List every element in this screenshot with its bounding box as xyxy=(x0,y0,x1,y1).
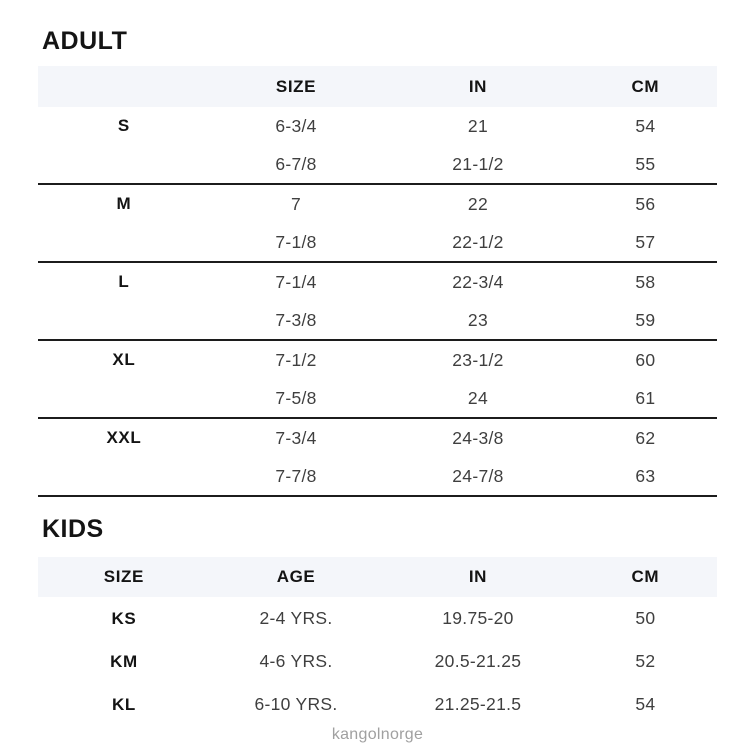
kids-header-row xyxy=(38,557,717,597)
table-row xyxy=(38,640,717,683)
adult-header-size: SIZE xyxy=(275,76,317,96)
age-cell: 6-10 YRS. xyxy=(254,694,338,714)
cm-cell: 61 xyxy=(574,379,717,418)
size-label-cell xyxy=(38,145,210,184)
in-cell: 21.25-21.5 xyxy=(434,694,522,714)
cm-cell: 57 xyxy=(574,223,717,262)
adult-size-table xyxy=(38,66,717,497)
size-label-cell xyxy=(38,223,210,262)
table-row xyxy=(38,597,717,640)
size-label-cell: KM xyxy=(110,651,138,671)
cm-cell: 63 xyxy=(574,457,717,496)
size-label-cell: M xyxy=(116,194,132,213)
table-row xyxy=(38,301,717,340)
size-label-cell xyxy=(38,379,210,418)
in-cell: 24-7/8 xyxy=(382,457,573,496)
kids-section-title: KIDS xyxy=(42,515,104,543)
in-cell: 19.75-20 xyxy=(442,608,514,628)
size-cell: 7-1/4 xyxy=(275,271,317,292)
cm-cell: 54 xyxy=(635,115,656,136)
size-label-cell: KL xyxy=(111,694,136,714)
size-label-cell: XL xyxy=(112,350,136,369)
size-cell: 7-5/8 xyxy=(210,379,382,418)
size-cell: 6-7/8 xyxy=(210,145,382,184)
age-cell: 2-4 YRS. xyxy=(259,608,333,628)
age-cell: 4-6 YRS. xyxy=(259,651,333,671)
size-cell: 7-1/2 xyxy=(275,349,317,370)
size-label-cell: XXL xyxy=(106,428,142,447)
size-cell: 7-3/4 xyxy=(275,427,317,448)
cm-cell: 59 xyxy=(574,301,717,340)
kids-header-size: SIZE xyxy=(103,567,144,586)
in-cell: 22-1/2 xyxy=(382,223,573,262)
cm-cell: 56 xyxy=(635,193,656,214)
adult-header-in: IN xyxy=(468,76,488,96)
table-row xyxy=(38,262,717,301)
size-cell: 7-3/8 xyxy=(210,301,382,340)
in-cell: 21 xyxy=(467,115,488,136)
in-cell: 22 xyxy=(467,193,488,214)
table-row xyxy=(38,145,717,184)
in-cell: 24-3/8 xyxy=(452,427,504,448)
brand-wordmark: kangolnorge xyxy=(331,726,424,743)
size-label-cell: L xyxy=(118,272,130,291)
in-cell: 23 xyxy=(382,301,573,340)
kids-section xyxy=(38,516,717,726)
table-row xyxy=(38,418,717,457)
kids-header-age: AGE xyxy=(276,567,316,586)
table-row xyxy=(38,184,717,223)
cm-cell: 50 xyxy=(635,608,656,628)
cm-cell: 58 xyxy=(635,271,656,292)
size-label-cell: KS xyxy=(111,608,137,628)
kids-header-in: IN xyxy=(468,567,488,586)
size-cell: 7-7/8 xyxy=(210,457,382,496)
cm-cell: 62 xyxy=(635,427,656,448)
cm-cell: 55 xyxy=(574,145,717,184)
cm-cell: 60 xyxy=(635,349,656,370)
in-cell: 20.5-21.25 xyxy=(434,651,522,671)
table-row xyxy=(38,683,717,726)
in-cell: 24 xyxy=(382,379,573,418)
size-label-cell: S xyxy=(117,116,130,135)
table-row xyxy=(38,340,717,379)
cm-cell: 54 xyxy=(635,694,656,714)
size-label-cell xyxy=(38,301,210,340)
size-cell: 7-1/8 xyxy=(210,223,382,262)
adult-section xyxy=(38,28,717,497)
in-cell: 21-1/2 xyxy=(382,145,573,184)
adult-section-title: ADULT xyxy=(42,27,128,55)
kids-size-table xyxy=(38,557,717,726)
table-row xyxy=(38,379,717,418)
table-row xyxy=(38,223,717,262)
adult-header-cm: CM xyxy=(631,76,660,96)
table-row xyxy=(38,457,717,496)
size-cell: 7 xyxy=(290,193,302,214)
adult-header-empty xyxy=(38,66,210,107)
cm-cell: 52 xyxy=(635,651,656,671)
in-cell: 22-3/4 xyxy=(452,271,504,292)
size-label-cell xyxy=(38,457,210,496)
in-cell: 23-1/2 xyxy=(452,349,504,370)
table-row xyxy=(38,107,717,145)
kids-header-cm: CM xyxy=(631,567,660,586)
size-cell: 6-3/4 xyxy=(275,115,317,136)
adult-header-row xyxy=(38,66,717,107)
